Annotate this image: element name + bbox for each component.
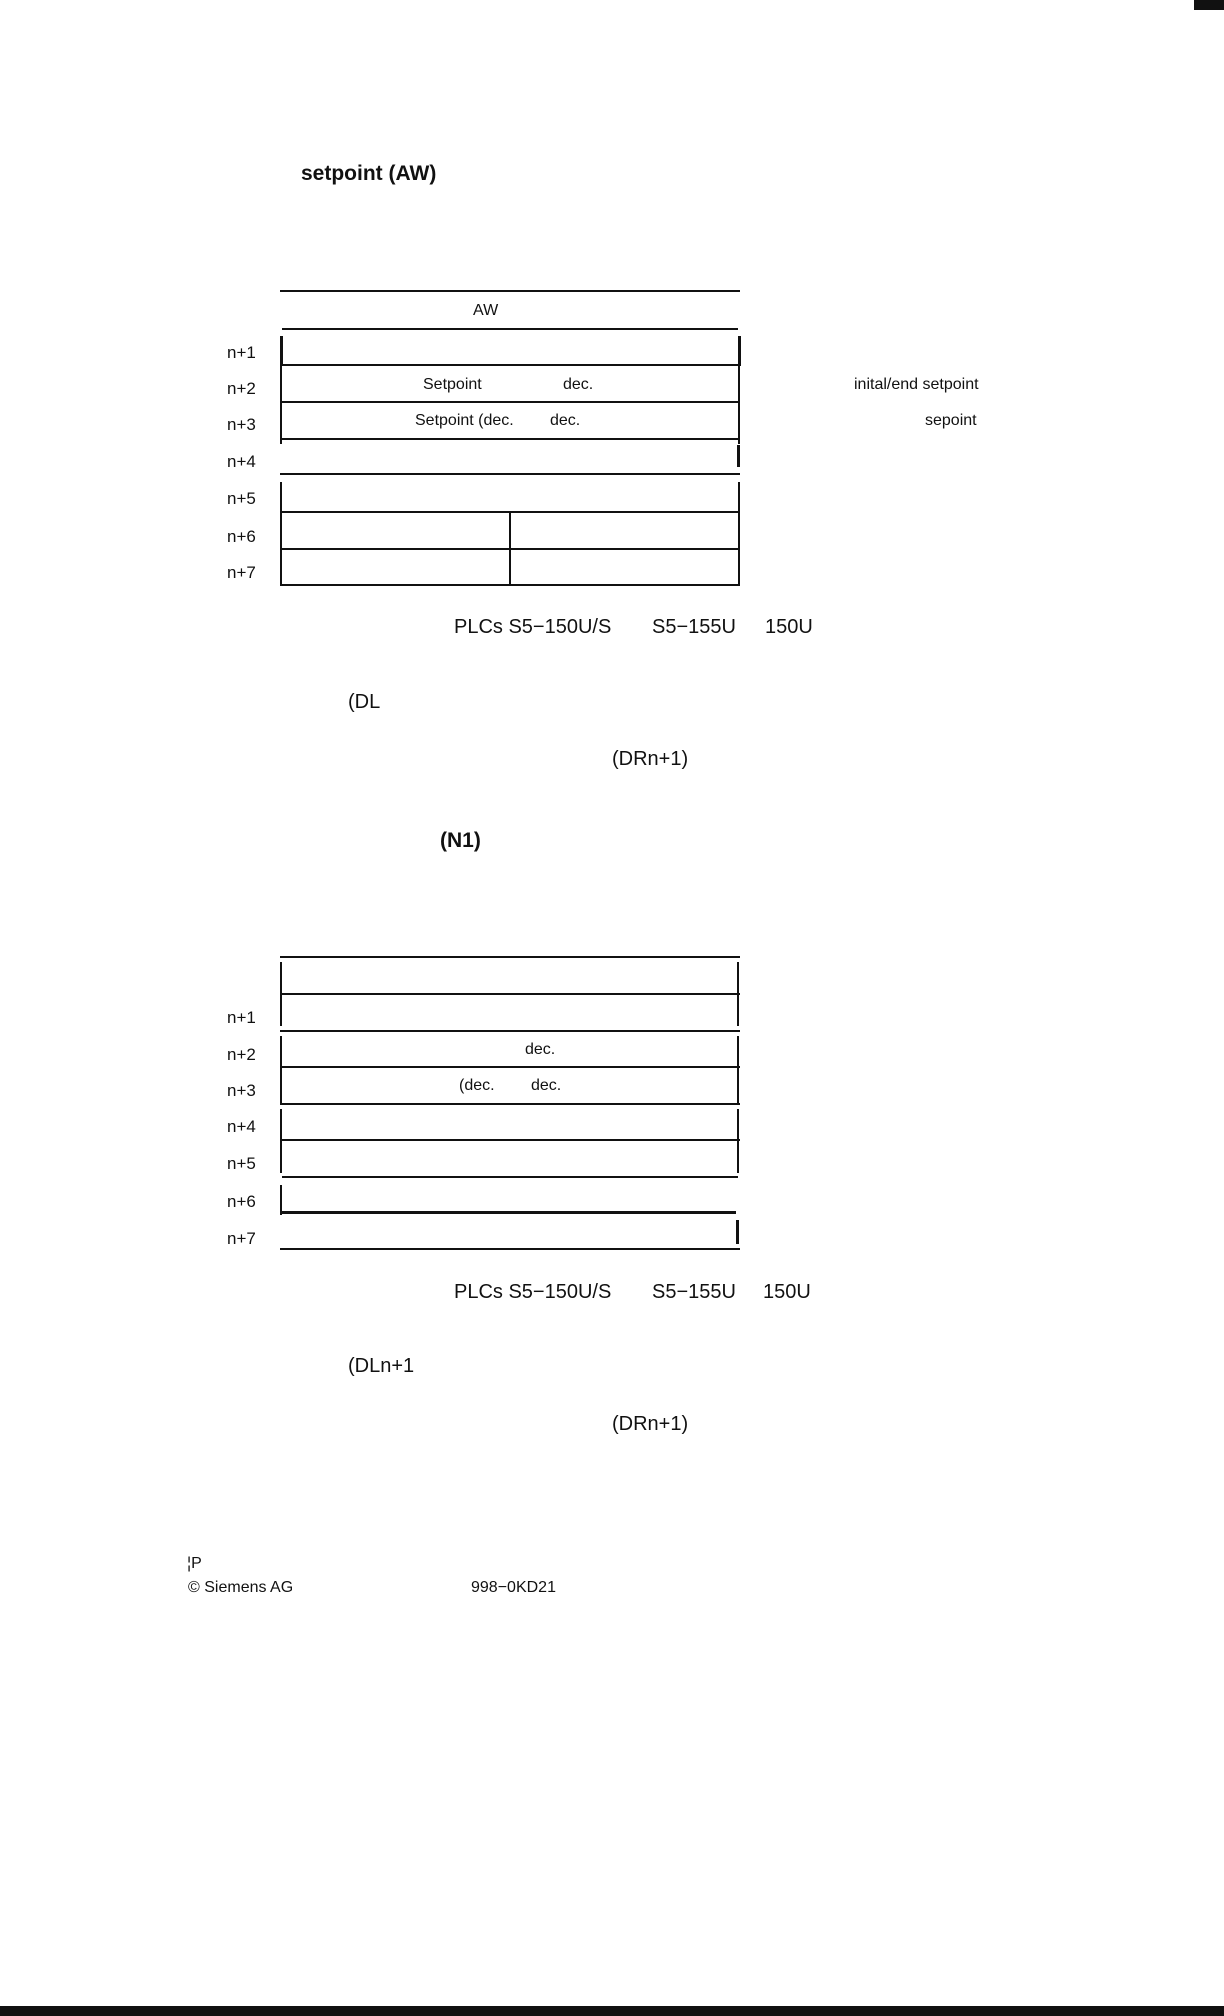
s1-line [282, 328, 738, 330]
s1-cell-dec: dec. [563, 376, 594, 393]
footer-line1: ¦P [187, 1555, 202, 1572]
s1-cell-setpoint: Setpoint (dec. [415, 412, 514, 429]
s2-cell-dec: dec. [525, 1041, 556, 1058]
s1-cell-dec: dec. [550, 412, 581, 429]
s2-row-label: n+1 [227, 1008, 256, 1027]
s1-dl-text: (DL [348, 691, 381, 713]
s2-vline [737, 1036, 739, 1104]
s1-row-label: n+5 [227, 489, 256, 508]
s2-line [280, 1211, 736, 1214]
s1-note-setpoint: sepoint [925, 412, 977, 429]
s2-row-label: n+4 [227, 1117, 256, 1136]
s2-vline [280, 1109, 282, 1173]
s1-vline [738, 482, 740, 586]
s2-vline [737, 1109, 739, 1173]
s1-plc-text-a: PLCs S5−150U/S [454, 616, 612, 638]
s1-vline-mid [509, 511, 511, 586]
s1-row-label: n+6 [227, 527, 256, 546]
s1-row-label: n+7 [227, 563, 256, 582]
s2-plc-text-c: 150U [763, 1281, 811, 1303]
s1-plc-text-c: 150U [765, 616, 813, 638]
s2-cell-dec: dec. [531, 1077, 562, 1094]
s1-cell-setpoint: Setpoint [423, 376, 482, 393]
s1-row-label: n+1 [227, 343, 256, 362]
s2-line [280, 993, 740, 995]
s1-vline [737, 445, 740, 467]
s1-top-label: AW [473, 302, 499, 319]
s2-row-label: n+6 [227, 1192, 256, 1211]
s2-vline [280, 1036, 282, 1104]
s2-line [282, 1176, 738, 1178]
s1-line [280, 401, 740, 403]
s2-vline [737, 962, 739, 1026]
s2-line [280, 1139, 740, 1141]
s2-dl-text: (DLn+1 [348, 1355, 415, 1377]
s1-vline [280, 364, 282, 444]
bottom-bar [0, 2006, 1224, 2016]
s2-row-label: n+5 [227, 1154, 256, 1173]
footer-copyright: © Siemens AG [188, 1579, 294, 1596]
s2-vline [736, 1220, 739, 1244]
s1-row-label: n+3 [227, 415, 256, 434]
s1-vline [738, 364, 740, 444]
s2-line-top [280, 956, 740, 958]
s2-row-label: n+3 [227, 1081, 256, 1100]
corner-mark [1194, 0, 1224, 10]
s2-line-bottom [280, 1248, 740, 1250]
s1-vline [280, 336, 283, 366]
s1-line [280, 438, 740, 440]
section1-heading: setpoint (AW) [301, 162, 437, 185]
s1-row-label: n+4 [227, 452, 256, 471]
s2-vline [280, 1185, 282, 1215]
s1-vline [280, 482, 282, 586]
s2-line [280, 1030, 740, 1032]
s2-plc-text-b: S5−155U [652, 1281, 736, 1303]
s2-vline [280, 962, 282, 1026]
s2-line [280, 1103, 740, 1105]
s2-cell-dec: (dec. [459, 1077, 495, 1094]
s1-row-label: n+2 [227, 379, 256, 398]
s1-plc-text-b: S5−155U [652, 616, 736, 638]
s2-line [280, 1066, 740, 1068]
s1-vline [738, 336, 741, 366]
s1-note-initial-end-setpoint: inital/end setpoint [854, 376, 979, 393]
footer-doc-number: 998−0KD21 [471, 1579, 556, 1596]
s1-line [280, 364, 740, 366]
section2-heading: (N1) [440, 829, 481, 852]
s1-line [280, 473, 740, 475]
s1-dr-text: (DRn+1) [612, 748, 689, 770]
s2-row-label: n+7 [227, 1229, 256, 1248]
s2-plc-text-a: PLCs S5−150U/S [454, 1281, 612, 1303]
s2-dr-text: (DRn+1) [612, 1413, 689, 1435]
s2-row-label: n+2 [227, 1045, 256, 1064]
s1-line-top [280, 290, 740, 292]
